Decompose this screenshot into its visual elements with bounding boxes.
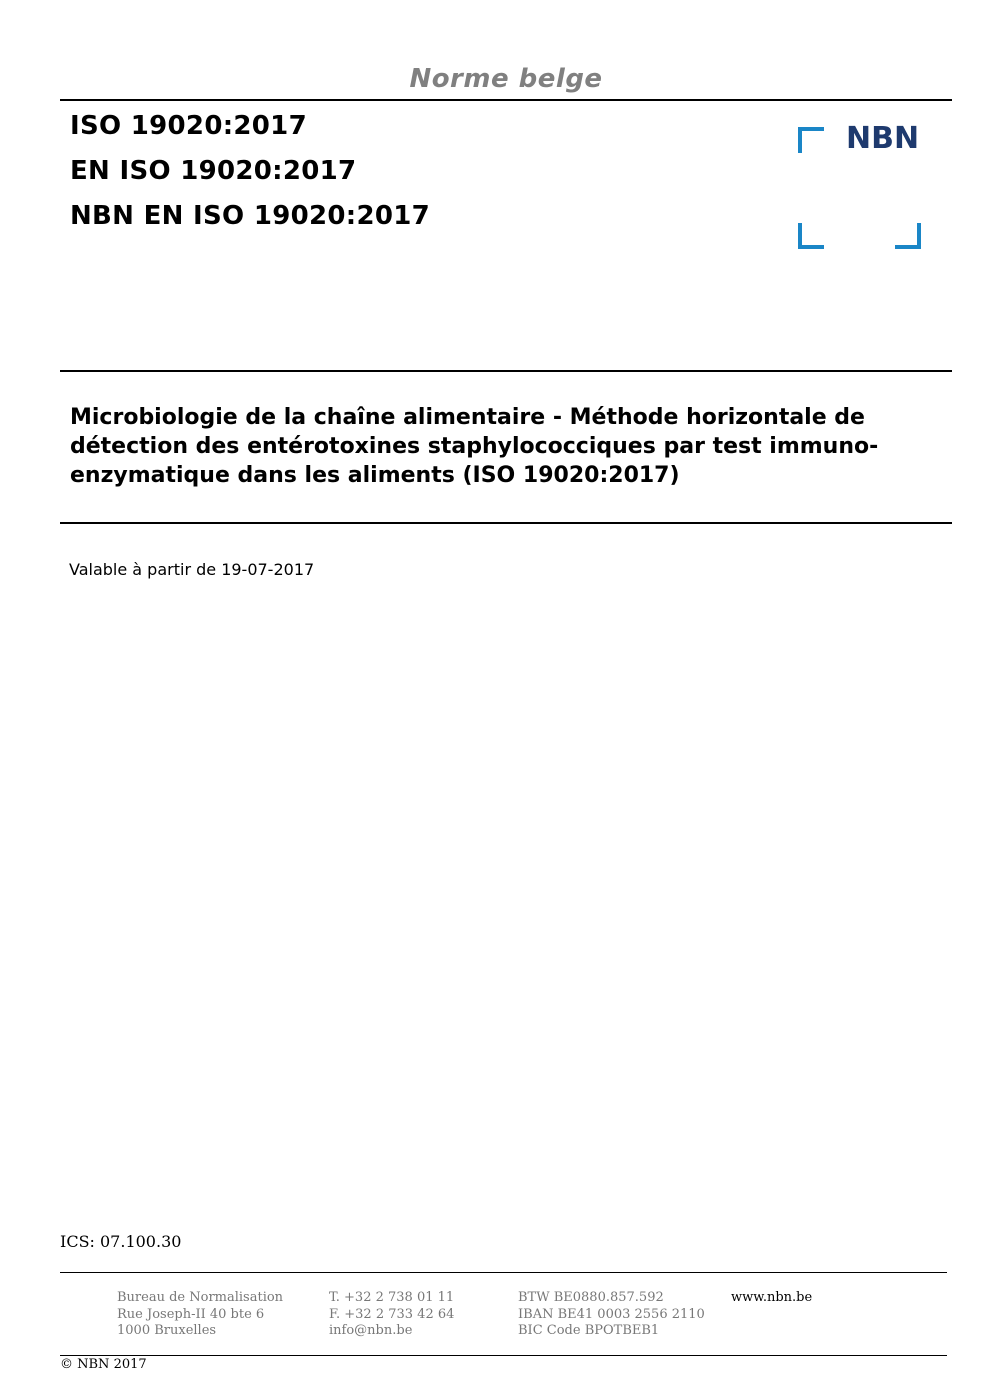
- standard-nbn-en-iso: NBN EN ISO 19020:2017: [70, 201, 431, 231]
- logo-corner-bottom-right-icon: [895, 223, 921, 249]
- footer-address-line: 1000 Bruxelles: [117, 1323, 217, 1338]
- document-title: [70, 403, 942, 490]
- norme-belge-heading: Norme belge: [409, 64, 603, 94]
- footer-fax: F. +32 2 733 42 64: [329, 1306, 455, 1322]
- footer-bank: [518, 1290, 705, 1340]
- valid-from-date: Valable à partir de 19-07-2017: [69, 560, 315, 579]
- footer-bottom-rule: [60, 1355, 947, 1356]
- header-rule: [60, 99, 952, 101]
- title-top-rule: [60, 370, 952, 372]
- footer-address: [117, 1290, 283, 1340]
- footer-address-line: Rue Joseph-II 40 bte 6: [117, 1306, 265, 1322]
- title-line: Microbiologie de la chaîne alimentaire - Méthode horizontale de: [70, 405, 865, 430]
- logo-corner-bottom-left-icon: [798, 223, 824, 249]
- title-line: enzymatique dans les aliments (ISO 19020:2017): [70, 463, 680, 488]
- footer-vat: BTW BE0880.857.592: [518, 1290, 664, 1305]
- standard-en-iso: EN ISO 19020:2017: [70, 156, 357, 186]
- footer-top-rule: [60, 1272, 947, 1273]
- footer-website-link[interactable]: www.nbn.be: [731, 1290, 813, 1305]
- copyright: © NBN 2017: [60, 1357, 147, 1372]
- title-line: détection des entérotoxines staphylococciques par test immuno-: [70, 434, 879, 459]
- footer-phone: T. +32 2 738 01 11: [329, 1290, 455, 1305]
- logo-corner-top-left-icon: [798, 127, 824, 153]
- footer-website: [731, 1290, 812, 1307]
- nbn-logo: [796, 121, 921, 248]
- standard-iso: ISO 19020:2017: [70, 111, 307, 141]
- footer-contact: [329, 1290, 454, 1340]
- ics-code: ICS: 07.100.30: [60, 1232, 182, 1251]
- title-bottom-rule: [60, 522, 952, 524]
- logo-text: NBN: [846, 121, 920, 156]
- footer-email-link[interactable]: info@nbn.be: [329, 1323, 413, 1338]
- footer-iban: IBAN BE41 0003 2556 2110: [518, 1306, 705, 1322]
- footer-address-line: Bureau de Normalisation: [117, 1290, 284, 1305]
- footer-bic: BIC Code BPOTBEB1: [518, 1323, 660, 1338]
